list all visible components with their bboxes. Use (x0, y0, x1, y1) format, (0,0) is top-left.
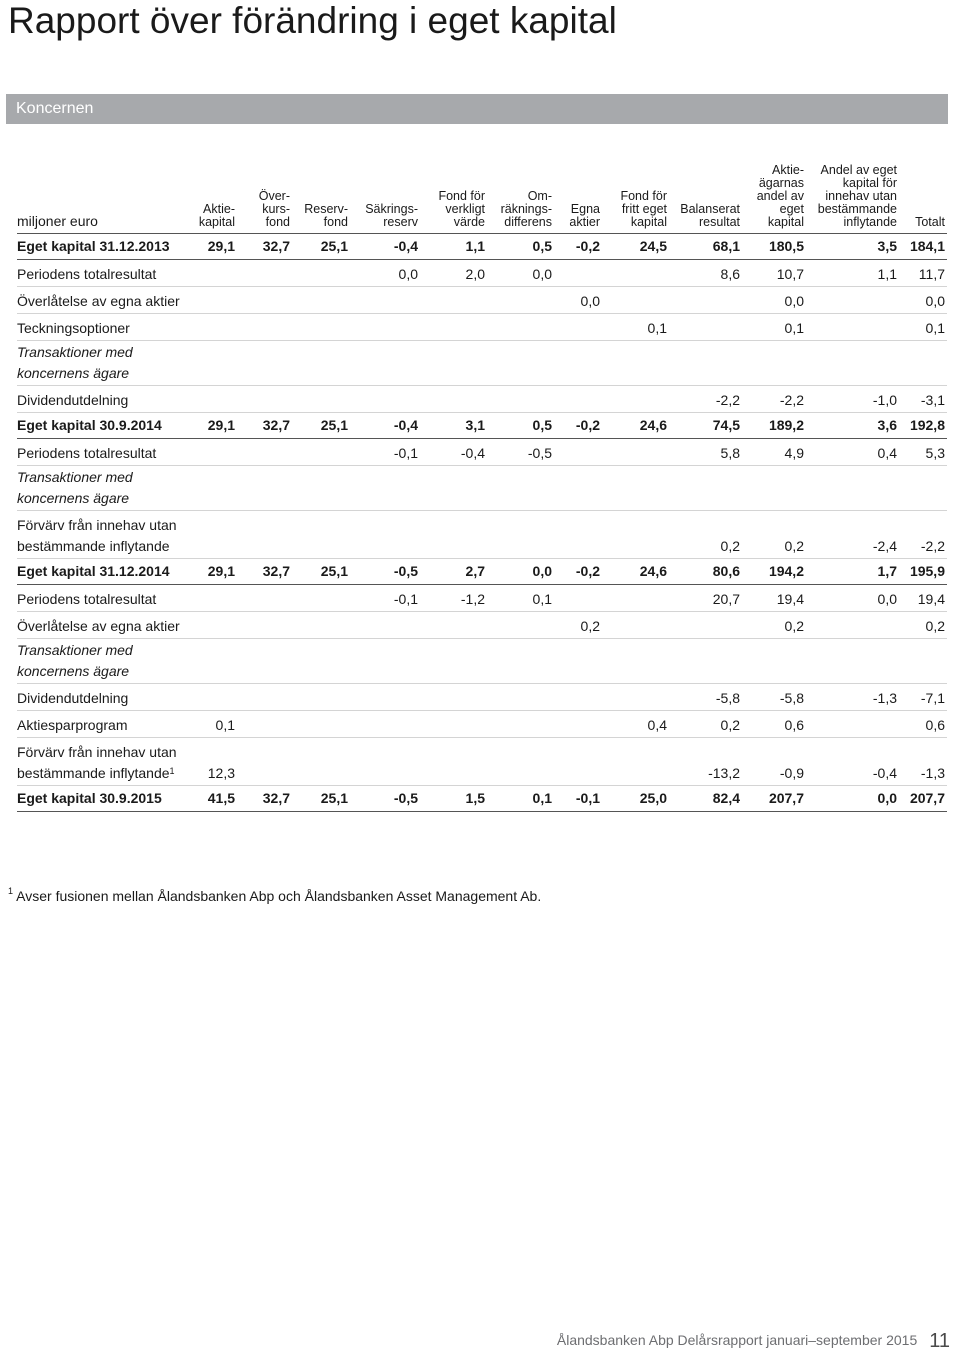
table-cell (237, 639, 292, 684)
table-cell: 3,5 (806, 234, 899, 260)
balance-row (17, 786, 947, 812)
table-cell (420, 711, 487, 738)
section-header-bar (6, 94, 948, 124)
table-cell (350, 466, 420, 511)
table-cell: 0,2 (899, 612, 947, 639)
table-cell: -1,3 (806, 684, 899, 711)
column-header: Andel av eget kapital för innehav utan bestämmande inflytande (806, 164, 899, 234)
table-cell (193, 287, 237, 314)
column-header: Reserv- fond (292, 164, 350, 234)
table-cell (350, 287, 420, 314)
table-cell (554, 711, 602, 738)
table-cell: -0,5 (350, 559, 420, 585)
table-cell (237, 287, 292, 314)
table-cell: -2,2 (669, 386, 742, 413)
table-cell: 1,5 (420, 786, 487, 812)
table-cell: -0,2 (554, 413, 602, 439)
table-row (17, 612, 947, 639)
table-cell (292, 511, 350, 559)
table-cell: 0,0 (554, 287, 602, 314)
table-cell: 180,5 (742, 234, 806, 260)
table-cell: 0,2 (554, 612, 602, 639)
table-cell: -0,4 (350, 413, 420, 439)
table-cell (292, 585, 350, 612)
table-cell: 0,0 (899, 287, 947, 314)
table-cell: 41,5 (193, 786, 237, 812)
table-cell (487, 386, 554, 413)
table-cell (602, 341, 669, 386)
table-cell (193, 585, 237, 612)
table-cell: 192,8 (899, 413, 947, 439)
table-cell: 0,4 (602, 711, 669, 738)
table-cell (602, 466, 669, 511)
table-cell: 5,8 (669, 439, 742, 466)
page-number: 11 (929, 1330, 950, 1352)
row-label: Periodens totalresultat (17, 260, 193, 287)
table-cell: 1,1 (806, 260, 899, 287)
table-cell (742, 639, 806, 684)
table-cell (806, 612, 899, 639)
table-cell: 0,6 (899, 711, 947, 738)
table-cell: 24,6 (602, 559, 669, 585)
table-cell (292, 439, 350, 466)
table-cell: 0,2 (742, 511, 806, 559)
footer-text: Ålandsbanken Abp Delårsrapport januari–september 2015 (556, 1332, 918, 1348)
table-cell (554, 341, 602, 386)
table-cell (487, 341, 554, 386)
table-cell (237, 260, 292, 287)
table-cell (420, 738, 487, 786)
column-header: Aktie- kapital (193, 164, 237, 234)
table-cell: 25,1 (292, 234, 350, 260)
column-header-unit: miljoner euro (17, 164, 193, 234)
row-label: Eget kapital 31.12.2013 (17, 234, 193, 260)
table-cell: 11,7 (899, 260, 947, 287)
table-row (17, 711, 947, 738)
table-cell: -0,2 (554, 559, 602, 585)
row-label: Eget kapital 30.9.2015 (17, 786, 193, 812)
table-cell (602, 585, 669, 612)
footnote-marker: 1 (169, 766, 175, 776)
table-row (17, 585, 947, 612)
table-cell: -1,2 (420, 585, 487, 612)
footnote-marker: 1 (8, 886, 14, 896)
table-cell: -2,4 (806, 511, 899, 559)
table-cell (292, 287, 350, 314)
balance-row (17, 234, 947, 260)
row-label: Förvärv från innehav utan bestämmande inflytande (17, 511, 193, 559)
table-cell: 68,1 (669, 234, 742, 260)
table-cell: 194,2 (742, 559, 806, 585)
table-cell (193, 639, 237, 684)
table-cell (237, 585, 292, 612)
table-row (17, 287, 947, 314)
table-cell (669, 287, 742, 314)
table-cell (420, 639, 487, 684)
table-cell (554, 738, 602, 786)
table-cell: 19,4 (742, 585, 806, 612)
table-cell: 0,0 (806, 786, 899, 812)
table-cell (420, 386, 487, 413)
table-cell: 32,7 (237, 559, 292, 585)
table-cell (237, 511, 292, 559)
table-cell (350, 684, 420, 711)
table-cell: 1,1 (420, 234, 487, 260)
table-cell: 2,0 (420, 260, 487, 287)
table-cell: 0,0 (487, 559, 554, 585)
table-cell (669, 341, 742, 386)
table-cell (237, 466, 292, 511)
column-header: Totalt (899, 164, 947, 234)
table-cell (806, 466, 899, 511)
table-cell (554, 511, 602, 559)
table-cell (602, 612, 669, 639)
table-cell (487, 711, 554, 738)
table-cell (554, 684, 602, 711)
table-cell (602, 439, 669, 466)
table-cell: 82,4 (669, 786, 742, 812)
table-cell: 189,2 (742, 413, 806, 439)
table-cell (292, 341, 350, 386)
table-cell: 0,6 (742, 711, 806, 738)
balance-row (17, 559, 947, 585)
table-row (17, 511, 947, 559)
table-cell (899, 341, 947, 386)
table-cell: -0,4 (350, 234, 420, 260)
table-cell: 12,3 (193, 738, 237, 786)
table-cell: -2,2 (742, 386, 806, 413)
table-cell: 25,1 (292, 413, 350, 439)
column-header: Balanserat resultat (669, 164, 742, 234)
row-label: Dividendutdelning (17, 386, 193, 413)
table-cell: 10,7 (742, 260, 806, 287)
table-cell (237, 386, 292, 413)
table-cell: 29,1 (193, 234, 237, 260)
table-cell (669, 639, 742, 684)
table-cell: -0,1 (554, 786, 602, 812)
section-title: Koncernen (16, 100, 94, 117)
table-cell (350, 612, 420, 639)
column-header: Egna aktier (554, 164, 602, 234)
table-cell: 0,2 (669, 711, 742, 738)
table-cell: -0,5 (487, 439, 554, 466)
table-cell (292, 738, 350, 786)
table-cell (420, 466, 487, 511)
table-cell (193, 511, 237, 559)
table-cell: 29,1 (193, 559, 237, 585)
table-cell (292, 260, 350, 287)
column-header: Fond för verkligt värde (420, 164, 487, 234)
table-cell (420, 341, 487, 386)
table-cell (292, 314, 350, 341)
table-row (17, 684, 947, 711)
table-cell (193, 684, 237, 711)
table-header-row (17, 164, 947, 234)
table-cell: -5,8 (742, 684, 806, 711)
row-label: Förvärv från innehav utan bestämmande inflytande$^1$ (17, 738, 193, 786)
table-cell (193, 314, 237, 341)
table-cell (806, 711, 899, 738)
table-cell: -7,1 (899, 684, 947, 711)
table-cell (899, 466, 947, 511)
table-cell (554, 585, 602, 612)
table-row (17, 341, 947, 386)
table-cell (742, 466, 806, 511)
table-cell (554, 639, 602, 684)
table-cell (350, 386, 420, 413)
table-cell (420, 287, 487, 314)
table-cell (602, 738, 669, 786)
table-cell (292, 386, 350, 413)
table-cell (237, 738, 292, 786)
row-label: Eget kapital 30.9.2014 (17, 413, 193, 439)
table-cell: -0,2 (554, 234, 602, 260)
column-header: Aktie- ägarnas andel av eget kapital (742, 164, 806, 234)
table-cell: 0,1 (899, 314, 947, 341)
table-cell (350, 511, 420, 559)
table-cell (350, 341, 420, 386)
column-header: Säkrings- reserv (350, 164, 420, 234)
table-cell (487, 466, 554, 511)
table-cell: 207,7 (742, 786, 806, 812)
table-cell: 32,7 (237, 234, 292, 260)
table-cell (292, 466, 350, 511)
table-cell (292, 612, 350, 639)
table-body (17, 234, 947, 812)
table-cell: 25,0 (602, 786, 669, 812)
table-cell: 8,6 (669, 260, 742, 287)
table-cell (806, 287, 899, 314)
table-cell: 32,7 (237, 413, 292, 439)
table-cell (193, 386, 237, 413)
table-cell: -0,9 (742, 738, 806, 786)
row-label: Överlåtelse av egna aktier (17, 612, 193, 639)
table-row (17, 260, 947, 287)
table-cell (420, 612, 487, 639)
table-cell: 0,4 (806, 439, 899, 466)
table-cell (292, 711, 350, 738)
table-row (17, 314, 947, 341)
table-cell: 0,1 (487, 786, 554, 812)
footnote (8, 888, 541, 904)
table-cell (602, 260, 669, 287)
table-cell: 74,5 (669, 413, 742, 439)
table-cell: 24,6 (602, 413, 669, 439)
table-cell (806, 341, 899, 386)
table-cell (806, 314, 899, 341)
table-cell: 1,7 (806, 559, 899, 585)
table-cell (292, 684, 350, 711)
table-cell (350, 314, 420, 341)
table-row (17, 639, 947, 684)
table-cell: 24,5 (602, 234, 669, 260)
table-cell (669, 612, 742, 639)
table-cell: 25,1 (292, 559, 350, 585)
table-cell (193, 341, 237, 386)
table-cell: 0,1 (487, 585, 554, 612)
table-cell: -0,1 (350, 439, 420, 466)
row-label: Periodens totalresultat (17, 439, 193, 466)
table-cell: 3,1 (420, 413, 487, 439)
row-label: Eget kapital 31.12.2014 (17, 559, 193, 585)
table-cell: 195,9 (899, 559, 947, 585)
table-cell: 25,1 (292, 786, 350, 812)
footnote-text: Avser fusionen mellan Ålandsbanken Abp och Ålandsbanken Asset Management Ab. (16, 888, 542, 904)
table-cell (554, 466, 602, 511)
table-cell: 0,0 (806, 585, 899, 612)
row-label: Aktiesparprogram (17, 711, 193, 738)
table-cell: 0,5 (487, 234, 554, 260)
table-cell (420, 684, 487, 711)
table-cell (292, 639, 350, 684)
row-label: Transaktioner med koncernens ägare (17, 466, 193, 511)
table-cell (350, 738, 420, 786)
table-cell (742, 341, 806, 386)
table-cell (237, 711, 292, 738)
balance-row (17, 413, 947, 439)
table-cell (669, 314, 742, 341)
table-cell: 32,7 (237, 786, 292, 812)
table-cell: 3,6 (806, 413, 899, 439)
table-cell (487, 684, 554, 711)
page-footer (557, 1328, 950, 1351)
table-cell: 184,1 (899, 234, 947, 260)
table-row (17, 738, 947, 786)
table-cell (420, 511, 487, 559)
table-cell: -3,1 (899, 386, 947, 413)
table-cell: -0,5 (350, 786, 420, 812)
table-cell: -1,0 (806, 386, 899, 413)
table-cell (487, 511, 554, 559)
table-cell (487, 287, 554, 314)
row-label: Transaktioner med koncernens ägare (17, 639, 193, 684)
table-cell (554, 260, 602, 287)
column-header: Om- räknings- differens (487, 164, 554, 234)
table-row (17, 439, 947, 466)
table-cell (899, 639, 947, 684)
table-cell (602, 511, 669, 559)
table-cell: -1,3 (899, 738, 947, 786)
column-header: Fond för fritt eget kapital (602, 164, 669, 234)
table-cell (487, 612, 554, 639)
table-cell (237, 439, 292, 466)
table-cell: -5,8 (669, 684, 742, 711)
table-cell (237, 341, 292, 386)
table-cell (487, 738, 554, 786)
table-cell (193, 612, 237, 639)
table-cell (669, 466, 742, 511)
table-cell: -0,4 (420, 439, 487, 466)
table-cell (237, 314, 292, 341)
table-cell: 0,0 (350, 260, 420, 287)
table-cell (237, 612, 292, 639)
table-cell (487, 314, 554, 341)
row-label: Dividendutdelning (17, 684, 193, 711)
table-cell: -2,2 (899, 511, 947, 559)
table-cell: 4,9 (742, 439, 806, 466)
table-cell: 5,3 (899, 439, 947, 466)
table-row (17, 466, 947, 511)
table-cell (602, 684, 669, 711)
table-cell: 0,1 (742, 314, 806, 341)
table-cell (237, 684, 292, 711)
table-cell (554, 314, 602, 341)
table-cell: 0,5 (487, 413, 554, 439)
table-cell: 2,7 (420, 559, 487, 585)
table-cell (602, 639, 669, 684)
table-cell: 0,2 (669, 511, 742, 559)
row-label: Transaktioner med koncernens ägare (17, 341, 193, 386)
table-cell: 0,1 (193, 711, 237, 738)
table-cell (193, 439, 237, 466)
table-cell: 0,0 (487, 260, 554, 287)
table-cell (602, 287, 669, 314)
table-cell (193, 260, 237, 287)
table-cell (554, 386, 602, 413)
row-label: Teckningsoptioner (17, 314, 193, 341)
table-cell (554, 439, 602, 466)
table-cell (602, 386, 669, 413)
table-cell (487, 639, 554, 684)
table-cell (193, 466, 237, 511)
page-title: Rapport över förändring i eget kapital (8, 0, 617, 41)
table-cell: -0,1 (350, 585, 420, 612)
table-cell (420, 314, 487, 341)
table-cell (350, 639, 420, 684)
table-cell: 29,1 (193, 413, 237, 439)
table-row (17, 386, 947, 413)
row-label: Överlåtelse av egna aktier (17, 287, 193, 314)
table-cell: 0,0 (742, 287, 806, 314)
equity-changes-table (17, 164, 947, 812)
table-cell (350, 711, 420, 738)
table-cell: -0,4 (806, 738, 899, 786)
table-cell: 19,4 (899, 585, 947, 612)
table-cell: 20,7 (669, 585, 742, 612)
table-cell (806, 639, 899, 684)
table-cell: 0,2 (742, 612, 806, 639)
table-cell: 80,6 (669, 559, 742, 585)
row-label: Periodens totalresultat (17, 585, 193, 612)
table-cell: 0,1 (602, 314, 669, 341)
table-cell: 207,7 (899, 786, 947, 812)
column-header: Över- kurs- fond (237, 164, 292, 234)
table-cell: -13,2 (669, 738, 742, 786)
